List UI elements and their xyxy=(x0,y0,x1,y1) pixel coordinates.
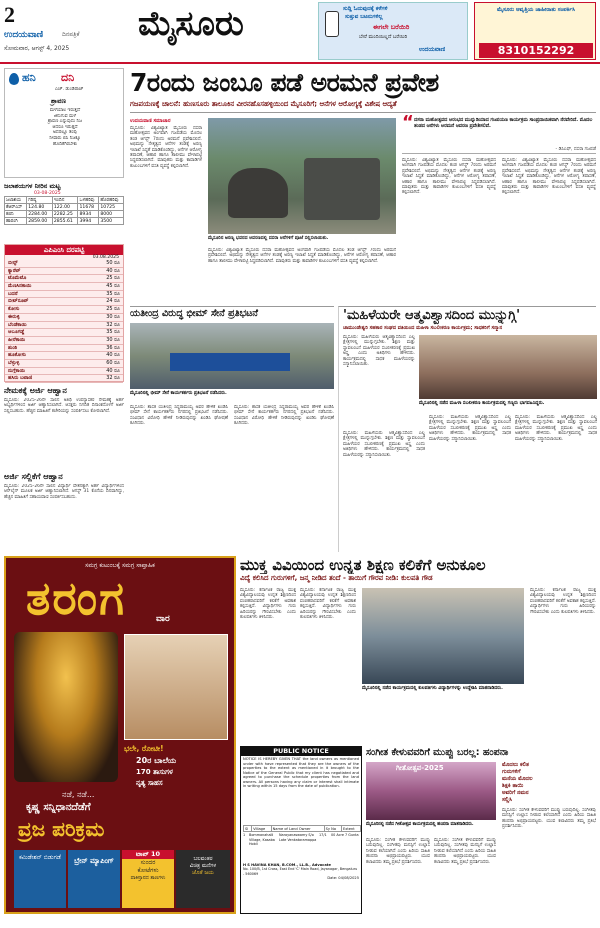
apmc-item-price: 25 ರೂ xyxy=(106,306,120,313)
reservoir-date: 03-08-2025 xyxy=(34,191,61,196)
apmc-row xyxy=(5,291,123,299)
hani-dani-box xyxy=(4,68,124,178)
women-body-col2: ಮೈಸೂರು: ಮಹಿಳೆಯರು ಆತ್ಮವಿಶ್ವಾಸದಿಂದ ಎಲ್ಲ ಕ್ಷೇತ್ರಗಳಲ್ಲಿ ಮುನ್ನುಗ್ಗಬೇಕು. ಶಿಕ್ಷಣ ಮತ್ತು ಸ್ವಾವಲಂಬನೆ ಮಹಿಳೆಯರ ಸಬಲೀಕರಣಕ್ಕೆ ಪ್ರಮುಖ ಅಸ್ತ್ರ ಎಂದು ಅತಿಥಿಗಳು ಹೇಳಿದರು. ಕಾರ್ಯಕ್ರಮದಲ್ಲಿ ಸಾಧಕ ಮಹಿಳೆಯರನ್ನು ಸನ್ಮಾನಿಸಲಾಯಿತು. xyxy=(343,431,425,458)
apmc-item-price: 32 ರೂ xyxy=(106,375,120,382)
table-row xyxy=(5,211,124,218)
taranga-box3-a: ಸುಂದರ xyxy=(140,859,156,866)
apmc-title: ಎಪಿಎಂಸಿ ದರಪಟ್ಟಿ xyxy=(5,245,123,255)
table-cell: 122.00 xyxy=(52,204,78,211)
hani-author: ಎಚ್. ಡುಂಡಿರಾಜ್ xyxy=(55,87,84,92)
apmc-row xyxy=(5,260,123,268)
quote-author: - ಡಿಸಿಎಫ್, ದಸರಾ ಗಜಪಡೆ xyxy=(555,147,596,152)
sangeetha-headline: ಸಂಗೀತ ಕೇಳುವವರಿಗೆ ಮುಪ್ಪು ಬರಲ್ಲ: ಹಂಪನಾ xyxy=(366,747,509,758)
apmc-row xyxy=(5,283,123,291)
apmc-item-price: 36 ರೂ xyxy=(106,344,120,351)
table-cell: 2284.00 xyxy=(27,211,53,218)
poem-line: ಮೊದಲು ಕಲಿತ xyxy=(502,762,529,768)
notice-row xyxy=(241,833,361,863)
hani-title: ಹನಿ xyxy=(22,71,36,84)
apmc-item-name: ಆಲೂಗಡ್ಡೆ xyxy=(8,329,25,336)
women-body-col4: ಮೈಸೂರು: ಮಹಿಳೆಯರು ಆತ್ಮವಿಶ್ವಾಸದಿಂದ ಎಲ್ಲ ಕ್ಷೇತ್ರಗಳಲ್ಲಿ ಮುನ್ನುಗ್ಗಬೇಕು. ಶಿಕ್ಷಣ ಮತ್ತು ಸ್ವಾವಲಂಬನೆ ಮಹಿಳೆಯರ ಸಬಲೀಕರಣಕ್ಕೆ ಪ್ರಮುಖ ಅಸ್ತ್ರ ಎಂದು ಅತಿಥಿಗಳು ಹೇಳಿದರು. ಕಾರ್ಯಕ್ರಮದಲ್ಲಿ ಸಾಧಕ ಮಹಿಳೆಯರನ್ನು ಸನ್ಮಾನಿಸಲಾಯಿತು. xyxy=(515,415,597,442)
main-photo xyxy=(208,118,396,234)
hani-poem xyxy=(5,108,125,147)
table-header: Name of Land Owner xyxy=(271,826,324,832)
taranga-feature3: ವ್ರಜ ಪರಿಕ್ರಮ xyxy=(18,817,105,841)
apmc-box xyxy=(4,244,124,382)
magazine-cover-image xyxy=(124,634,228,740)
table-header: ಹೊರಹರಿವು xyxy=(99,197,124,204)
quote-icon: “ xyxy=(402,112,414,133)
table-cell: 11678 xyxy=(78,204,99,211)
apmc-row xyxy=(5,360,123,368)
ad-line-2: ಸುತ್ತುವ ಬಟನುಗಳಿಲ್ಲ xyxy=(345,14,383,20)
apmc-row xyxy=(5,337,123,345)
paper-subtitle: ದಿನಪತ್ರಿಕೆ xyxy=(62,31,80,38)
apmc-item-price: 45 ರೂ xyxy=(106,283,120,290)
taranga-box3-b: ಕೋಟೆಗಳು xyxy=(137,867,159,874)
sangeetha-caption: ಮೈಸೂರಿನಲ್ಲಿ ನಡೆದ ಗೀತೋತ್ಸವ ಕಾರ್ಯಕ್ರಮದಲ್ಲಿ ಹಂಪನಾ ಮಾತನಾಡಿದರು. xyxy=(366,822,474,827)
table-cell: Narayanaswamy S/o Late Venkataramappa xyxy=(279,833,317,842)
table-cell: Bommanahalli Village, Kasaba Hobli xyxy=(249,833,275,846)
dani-title: ದನಿ xyxy=(61,71,75,84)
women-caption: ಮೈಸೂರಿನಲ್ಲಿ ನಡೆದ ಮಹಿಳಾ ಸಬಲೀಕರಣ ಕಾರ್ಯಕ್ರಮದಲ್ಲಿ ಗಣ್ಯರು ಭಾಗವಹಿಸಿದ್ದರು. xyxy=(419,401,545,406)
public-notice xyxy=(240,746,362,914)
main-body-col2: ಮೈಸೂರು: ವಿಶ್ವವಿಖ್ಯಾತ ಮೈಸೂರು ದಸರಾ ಮಹೋತ್ಸವದ ಅಂಗವಾಗಿ ಗಜಪಡೆಯ ಮೊದಲ ತಂಡ ಆಗಸ್ಟ್ 7ರಂದು ಅರಮನೆ ಪ್ರವೇಶಿಸಲಿದೆ. ಅಭಿಮನ್ಯು ನೇತೃತ್ವದ ಆನೆಗಳ ತಂಡಕ್ಕೆ ಅರಣ್ಯ ಇಲಾಖೆ ಸಿದ್ಧತೆ ಮಾಡಿಕೊಂಡಿದ್ದು, ಆನೆಗಳ ಆರೋಗ್ಯ ತಪಾಸಣೆ, ಆಹಾರ ಹಾಗೂ ತಾಲೀಮು ವೇಳಾಪಟ್ಟಿ ಸಿದ್ಧಪಡಿಸಲಾಗಿದೆ. ಮಾವುತರು ಮತ್ತು ಕಾವಾಡಿಗಳ ಕುಟುಂಬಗಳಿಗೆ ವಸತಿ ವ್ಯವಸ್ಥೆ ಕಲ್ಪಿಸಲಾಗಿದೆ. xyxy=(208,248,396,264)
taranga-box4-b: ವಿಚಿತ್ರ ಮನೆಗಳ xyxy=(189,863,217,869)
education-story xyxy=(240,556,596,744)
apmc-item-price: 50 ರೂ xyxy=(106,260,120,266)
taranga-box2 xyxy=(68,850,120,908)
table-header: Extent xyxy=(341,826,360,832)
neme-story xyxy=(4,386,124,470)
notice-footer-2: No. 100/B, 1st Cross, East End 'C' Main Road, Jayanagar, Bengaluru - 560069 xyxy=(243,867,358,876)
women-body-col3: ಮೈಸೂರು: ಮಹಿಳೆಯರು ಆತ್ಮವಿಶ್ವಾಸದಿಂದ ಎಲ್ಲ ಕ್ಷೇತ್ರಗಳಲ್ಲಿ ಮುನ್ನುಗ್ಗಬೇಕು. ಶಿಕ್ಷಣ ಮತ್ತು ಸ್ವಾವಲಂಬನೆ ಮಹಿಳೆಯರ ಸಬಲೀಕರಣಕ್ಕೆ ಪ್ರಮುಖ ಅಸ್ತ್ರ ಎಂದು ಅತಿಥಿಗಳು ಹೇಳಿದರು. ಕಾರ್ಯಕ್ರಮದಲ್ಲಿ ಸಾಧಕ ಮಹಿಳೆಯರನ್ನು ಸನ್ಮಾನಿಸಲಾಯಿತು. xyxy=(429,415,511,442)
apmc-item-price: 35 ರೂ xyxy=(106,329,120,336)
table-cell: ಹಾರಂಗಿ xyxy=(5,218,27,225)
apmc-item-price: 25 ರೂ xyxy=(106,275,120,282)
education-subhead: ವಿದ್ಯೆ ಕಲಿಸಿದ ಗುರುಗಳಿಗೆ, ಜನ್ಮ ನೀಡಿದ ತಂದೆ - ತಾಯಿಗೆ ಗೌರವ ನೀಡಿ: ಕುಲಪತಿ ಗೌಡ xyxy=(240,574,433,582)
apmc-item-name: ಬೀಟ್‌ರೂಟ್ xyxy=(8,298,29,305)
poem-line: ಗುರುಗಳಿಗೆ xyxy=(502,769,521,775)
apmc-row xyxy=(5,345,123,353)
table-header: ಜಲಾಶಯ xyxy=(5,197,27,204)
protest-headline: ಯತೀಂದ್ರ ವಿರುದ್ಧ ಭೀಮ್ ಸೇನೆ ಪ್ರತಿಭಟನೆ xyxy=(130,308,258,319)
apmc-row xyxy=(5,306,123,314)
protest-photo xyxy=(130,323,334,389)
paper-name: ಉದಯವಾಣಿ xyxy=(4,30,44,40)
women-photo xyxy=(419,335,597,399)
poem-line: ಅವರಿಗೆ ನಮನ xyxy=(502,790,529,796)
section-title: ಮೈಸೂರು xyxy=(138,4,244,44)
taranga-bharjari: ಭಲೇ, ರೋಟೀ! xyxy=(124,744,164,753)
main-body-col1: ಮೈಸೂರು: ವಿಶ್ವವಿಖ್ಯಾತ ಮೈಸೂರು ದಸರಾ ಮಹೋತ್ಸವದ ಅಂಗವಾಗಿ ಗಜಪಡೆಯ ಮೊದಲ ತಂಡ ಆಗಸ್ಟ್ 7ರಂದು ಅರಮನೆ ಪ್ರವೇಶಿಸಲಿದೆ. ಅಭಿಮನ್ಯು ನೇತೃತ್ವದ ಆನೆಗಳ ತಂಡಕ್ಕೆ ಅರಣ್ಯ ಇಲಾಖೆ ಸಿದ್ಧತೆ ಮಾಡಿಕೊಂಡಿದ್ದು, ಆನೆಗಳ ಆರೋಗ್ಯ ತಪಾಸಣೆ, ಆಹಾರ ಹಾಗೂ ತಾಲೀಮು ವೇಳಾಪಟ್ಟಿ ಸಿದ್ಧಪಡಿಸಲಾಗಿದೆ. ಮಾವುತರು ಮತ್ತು ಕಾವಾಡಿಗಳ ಕುಟುಂಬಗಳಿಗೆ ವಸತಿ ವ್ಯವಸ್ಥೆ ಕಲ್ಪಿಸಲಾಗಿದೆ. xyxy=(130,126,202,169)
apmc-item-price: 30 ರೂ xyxy=(106,336,120,343)
elephant-shape xyxy=(228,168,288,218)
main-story xyxy=(130,68,596,306)
taranga-box1-text: ಕಮಿಡೇಶನ್ ಬಿಡುಗಡೆ xyxy=(19,854,61,861)
arji-body: ಮೈಸೂರು: 2025-26ನೇ ಸಾಲಿನ ವಿದ್ಯಾರ್ಥಿ ವೇತನಕ್ಕಾಗಿ ಅರ್ಹ ವಿದ್ಯಾರ್ಥಿಗಳಿಂದ ಆನ್‌ಲೈನ್ ಮೂಲಕ ಅರ್ಜಿ ಆಹ್ವಾನಿಸಲಾಗಿದೆ. ಆಗಸ್ಟ್ 31 ಕೊನೆಯ ದಿನವಾಗಿದ್ದು, ಹೆಚ್ಚಿನ ಮಾಹಿತಿಗೆ ಸಹಾಯವಾಣಿ ಸಂಪರ್ಕಿಸಬಹುದು. xyxy=(4,484,124,500)
table-header: ಇಂದಿನ xyxy=(52,197,78,204)
poem-line: ಜಿನುಗುವ ಮಳೆ xyxy=(53,113,77,119)
print-registration-marks xyxy=(220,918,420,926)
reservoir-title: ಜಲಾಶಯಗಳ ನೀರಿನ ಮಟ್ಟ xyxy=(4,182,61,190)
table-header: ಒಳಹರಿವು xyxy=(78,197,99,204)
taranga-info1: 20ರ ಬಾಲೆಯ xyxy=(136,756,177,765)
taranga-tagline: ಸಮಗ್ರ ಕುಟುಂಬಕ್ಕೆ ಸಮಗ್ರ ಸಾಪ್ತಾಹಿಕ xyxy=(85,562,155,569)
table-cell: 124.80 xyxy=(27,204,53,211)
notice-body: NOTICE IS HEREBY GIVEN THAT the land owners as mentioned under with have represented that they are the owners of the properties to the extent as mentioned in it brought to the Notice of the General Public that my client has negotiated and agreed to purchase the schedule properties from the land owners. All persons having any claim or interest shall intimate in writing within 15 days from the date of publication. xyxy=(243,757,359,788)
main-subhead: ಗಜಪಯಣಕ್ಕೆ ಚಾಲನೆ: ಹುಣಸೂರು ತಾಲೂಕಿನ ವೀರನಹೊಸಹಳ್ಳಿಯಿಂದ ಮೈಸೂರಿಗೆ; ಆನೆಗಳ ಆರೋಗ್ಯಕ್ಕೆ ವಿಶೇಷ ಆದ್ಯತೆ xyxy=(130,100,397,108)
poem-line: ನೀವಾರು ಬಿಸಿ ನಿಜಕ್ಕೂ xyxy=(49,135,81,141)
ad-right-title: ಮೈಸೂರು ಆವೃತ್ತಿಯ ಜಾಹೀರಾತು ಸಂಪರ್ಕಿಸಿ xyxy=(496,7,576,13)
sangeetha-photo xyxy=(366,762,496,820)
education-body-col1: ಮೈಸೂರು: ಕರ್ನಾಟಕ ರಾಜ್ಯ ಮುಕ್ತ ವಿಶ್ವವಿದ್ಯಾಲಯವು ಉನ್ನತ ಶಿಕ್ಷಣದಿಂದ ವಂಚಿತರಾದವರಿಗೆ ಕಲಿಕೆಗೆ ಅವಕಾಶ ಕಲ್ಪಿಸುತ್ತಿದೆ. ವಿದ್ಯಾರ್ಥಿಗಳು ಗುರು ಹಿರಿಯರನ್ನು ಗೌರವಿಸಬೇಕು ಎಂದು ಕುಲಪತಿಗಳು ತಿಳಿಸಿದರು. xyxy=(240,588,296,621)
poem-line: ಹೊದಿಕೆಗಿರಬೇಕು xyxy=(52,141,78,147)
table-header: Village xyxy=(252,826,271,832)
poem-line: ಶ್ರಾವಣ ಎನ್ನುವುದು ನಿಜ xyxy=(47,119,83,125)
quote-text: ದಸರಾ ಮಹೋತ್ಸವದ ಆರಂಭದ ಮುನ್ನುಡಿಯಾದ ಗಜಪಯಣ ಕಾರ್ಯಕ್ರಮ ಸಾಂಪ್ರದಾಯಿಕವಾಗಿ ನೆರವೇರಿದೆ. ಮೊದಲ ತಂಡದ ಆನೆಗಳು ಅರಮನೆ ಆವರಣ ಪ್ರವೇಶಿಸಲಿವೆ. xyxy=(414,118,593,129)
truck-shape xyxy=(304,158,380,220)
apmc-list xyxy=(5,260,123,383)
protest-caption: ಮೈಸೂರಿನಲ್ಲಿ ಭೀಮ್ ಸೇನೆ ಕಾರ್ಯಕರ್ತರು ಪ್ರತಿಭಟನೆ ನಡೆಸಿದರು. xyxy=(130,391,227,396)
poem-line: ಸಲ್ಲಿಸಿ xyxy=(502,797,512,803)
table-header-row xyxy=(244,826,361,832)
ad-line-4: ಬೇರೆ ಮಂದಿಯಿಲ್ಲದೆ ಬರೆಯಿರಿ xyxy=(359,34,408,40)
apmc-item-name: ಶುಂಠಿ xyxy=(8,344,18,351)
apmc-item-price: 32 ರೂ xyxy=(106,321,120,328)
sangeetha-body-col1: ಮೈಸೂರು: ಸಂಗೀತ ಕೇಳುವವರಿಗೆ ಮುಪ್ಪು ಬರುವುದಿಲ್ಲ. ಸಂಗೀತವು ಮನಸ್ಸಿಗೆ ಉಲ್ಲಾಸ ನೀಡುವ ಕಲೆಯಾಗಿದೆ ಎಂದು ಹಿರಿಯ ಸಾಹಿತಿ ಹಂಪನಾ ಅಭಿಪ್ರಾಯಪಟ್ಟರು. ಯುವ ಕಲಾವಿದರು ತಮ್ಮ ಪ್ರತಿಭೆ ಪ್ರದರ್ಶಿಸಿದರು. xyxy=(366,838,430,865)
deity-image xyxy=(14,632,118,782)
apmc-row xyxy=(5,375,123,383)
taranga-box3 xyxy=(122,850,174,908)
table-row xyxy=(5,218,124,225)
apmc-item-name: ಕ್ಯಾರೆಟ್ xyxy=(8,267,21,274)
ad-line-1: ಸುದ್ದಿ ಓದುವುದಕ್ಕೆ ಕಳೆಗಳಿ xyxy=(343,6,388,12)
poem-line: ಅದರಲ್ಲೂ ತಂಪು xyxy=(52,130,78,136)
apmc-item-price: 40 ರೂ xyxy=(106,352,120,359)
right-poem xyxy=(502,762,596,804)
notice-table xyxy=(243,825,361,832)
sangeetha-body-col2: ಮೈಸೂರು: ಸಂಗೀತ ಕೇಳುವವರಿಗೆ ಮುಪ್ಪು ಬರುವುದಿಲ್ಲ. ಸಂಗೀತವು ಮನಸ್ಸಿಗೆ ಉಲ್ಲಾಸ ನೀಡುವ ಕಲೆಯಾಗಿದೆ ಎಂದು ಹಿರಿಯ ಸಾಹಿತಿ ಹಂಪನಾ ಅಭಿಪ್ರಾಯಪಟ್ಟರು. ಯುವ ಕಲಾವಿದರು ತಮ್ಮ ಪ್ರತಿಭೆ ಪ್ರದರ್ಶಿಸಿದರು. xyxy=(434,838,496,865)
reservoir-table xyxy=(4,196,124,225)
apmc-item-price: 40 ರೂ xyxy=(106,267,120,274)
protest-body-col2: ಮೈಸೂರು: ಶಾಸಕ ಯತೀಂದ್ರ ಸಿದ್ದರಾಮಯ್ಯ ಅವರ ಹೇಳಿಕೆ ಖಂಡಿಸಿ ಭೀಮ್ ಸೇನೆ ಕಾರ್ಯಕರ್ತರು ನಗರದಲ್ಲಿ ಪ್ರತಿಭಟನೆ ನಡೆಸಿದರು. ಸಂವಿಧಾನ ವಿರೋಧಿ ಹೇಳಿಕೆ ನೀಡಿರುವುದನ್ನು ಖಂಡಿಸಿ ಘೋಷಣೆ ಕೂಗಿದರು. xyxy=(234,405,334,427)
apmc-date: 03.08.2025 xyxy=(92,255,119,260)
apmc-item-name: ಬೀನ್ಸ್ xyxy=(8,260,18,266)
taranga-info3: ನೃತ್ಯ ಸಾಹಸ xyxy=(136,779,163,787)
table-cell: 17/1 xyxy=(319,833,327,838)
taranga-box3-title: ಟಾಪ್ 10 xyxy=(122,850,174,859)
arji-headline: ಅರ್ಜಿ ಸಲ್ಲಿಕೆಗೆ ಆಹ್ವಾನ xyxy=(4,472,63,481)
taranga-feature2: ಕೃಷ್ಣ ಸನ್ನಿಧಾನದೆಡೆಗೆ xyxy=(26,802,91,813)
apmc-row xyxy=(5,329,123,337)
sangeetha-story xyxy=(366,746,596,914)
women-headline: 'ಮಹಿಳೆಯರೇ ಆತ್ಮವಿಶ್ವಾಸದಿಂದ ಮುನ್ನುಗ್ಗಿ' xyxy=(343,308,521,323)
masthead-right-ad xyxy=(474,2,596,60)
apmc-item-price: 24 ರೂ xyxy=(106,298,120,305)
apmc-row xyxy=(5,314,123,322)
protest-body-col1: ಮೈಸೂರು: ಶಾಸಕ ಯತೀಂದ್ರ ಸಿದ್ದರಾಮಯ್ಯ ಅವರ ಹೇಳಿಕೆ ಖಂಡಿಸಿ ಭೀಮ್ ಸೇನೆ ಕಾರ್ಯಕರ್ತರು ನಗರದಲ್ಲಿ ಪ್ರತಿಭಟನೆ ನಡೆಸಿದರು. ಸಂವಿಧಾನ ವಿರೋಧಿ ಹೇಳಿಕೆ ನೀಡಿರುವುದನ್ನು ಖಂಡಿಸಿ ಘೋಷಣೆ ಕೂಗಿದರು. xyxy=(130,405,228,427)
apmc-item-name: ಹಸಿರು ಬಟಾಣಿ xyxy=(8,375,33,382)
table-header: Sl xyxy=(244,826,252,832)
apmc-item-name: ಟೊಮೆಟೊ xyxy=(8,275,27,282)
women-story xyxy=(338,306,596,552)
taranga-subtitle: ವಾರ xyxy=(156,614,170,624)
education-caption: ಮೈಸೂರಿನಲ್ಲಿ ನಡೆದ ಕಾರ್ಯಕ್ರಮದಲ್ಲಿ ಕುಲಪತಿಗಳು ವಿದ್ಯಾರ್ಥಿಗಳನ್ನು ಉದ್ದೇಶಿಸಿ ಮಾತನಾಡಿದರು. xyxy=(362,686,503,691)
main-quote-box xyxy=(402,112,596,154)
taranga-feature1: ನಡೆ, ನಡೆ... xyxy=(62,790,95,799)
apmc-item-name: ಬದನೆ xyxy=(8,290,18,297)
table-cell: 8000 xyxy=(99,211,124,218)
masthead-ad xyxy=(318,2,468,60)
apmc-row xyxy=(5,298,123,306)
protest-story xyxy=(130,306,334,552)
page-number: 2 xyxy=(4,2,15,27)
apmc-item-price: 35 ರೂ xyxy=(106,290,120,297)
education-body-col2: ಮೈಸೂರು: ಕರ್ನಾಟಕ ರಾಜ್ಯ ಮುಕ್ತ ವಿಶ್ವವಿದ್ಯಾಲಯವು ಉನ್ನತ ಶಿಕ್ಷಣದಿಂದ ವಂಚಿತರಾದವರಿಗೆ ಕಲಿಕೆಗೆ ಅವಕಾಶ ಕಲ್ಪಿಸುತ್ತಿದೆ. ವಿದ್ಯಾರ್ಥಿಗಳು ಗುರು ಹಿರಿಯರನ್ನು ಗೌರವಿಸಬೇಕು ಎಂದು ಕುಲಪತಿಗಳು ತಿಳಿಸಿದರು. xyxy=(300,588,356,621)
notice-date: Date: 04/08/2025 xyxy=(327,875,359,880)
notice-footer: H S HAVINA KHAN, B.COM., LL.B., Advocate xyxy=(243,863,331,868)
main-headline: 7ರಂದು ಜಂಬೂ ಪಡೆ ಅರಮನೆ ಪ್ರವೇಶ xyxy=(130,68,439,97)
table-header: Sy No xyxy=(324,826,341,832)
education-photo xyxy=(362,588,524,684)
apmc-item-name: ಕೋಸು xyxy=(8,306,20,313)
apmc-row xyxy=(5,368,123,376)
apmc-item-name: ಮೆಣಸಿನಕಾಯಿ xyxy=(8,283,32,290)
poem-line: ಮಳೆಯಾಲ ಇರುತ್ತದೆ xyxy=(49,108,81,113)
taranga-box3-c: ಪಾಕಿಸ್ತಾನದ ತಾಣಗಳು xyxy=(130,875,166,881)
table-cell: 1 xyxy=(243,833,246,838)
taranga-box1 xyxy=(14,850,66,908)
apmc-item-price: 30 ರೂ xyxy=(106,313,120,320)
neme-headline: ನೇಮಕಕ್ಕೆ ಅರ್ಜಿ ಆಹ್ವಾನ xyxy=(4,386,67,395)
table-cell: 2282.25 xyxy=(52,211,78,218)
main-byline: ಉದಯವಾಣಿ ಸಮಾಚಾರ xyxy=(130,118,171,124)
apmc-row xyxy=(5,275,123,283)
table-row xyxy=(5,204,124,211)
taranga-box4-a: ಬಲವಂತರ xyxy=(193,856,213,862)
neme-body: ಮೈಸೂರು: 2025-26ನೇ ಸಾಲಿನ ಅತಿಥಿ ಉಪನ್ಯಾಸಕರ ನೇಮಕಕ್ಕೆ ಅರ್ಹ ಅಭ್ಯರ್ಥಿಗಳಿಂದ ಅರ್ಜಿ ಆಹ್ವಾನಿಸಲಾಗಿದೆ. ಆಸಕ್ತರು ನಿಗದಿತ ದಿನಾಂಕದೊಳಗೆ ಅರ್ಜಿ ಸಲ್ಲಿಸಬಹುದು. ಹೆಚ್ಚಿನ ಮಾಹಿತಿಗೆ ಕಚೇರಿಯನ್ನು ಸಂಪರ್ಕಿಸಲು ಕೋರಲಾಗಿದೆ. xyxy=(4,398,124,414)
table-cell: 3500 xyxy=(99,218,124,225)
main-body-col4: ಮೈಸೂರು: ವಿಶ್ವವಿಖ್ಯಾತ ಮೈಸೂರು ದಸರಾ ಮಹೋತ್ಸವದ ಅಂಗವಾಗಿ ಗಜಪಡೆಯ ಮೊದಲ ತಂಡ ಆಗಸ್ಟ್ 7ರಂದು ಅರಮನೆ ಪ್ರವೇಶಿಸಲಿದೆ. ಅಭಿಮನ್ಯು ನೇತೃತ್ವದ ಆನೆಗಳ ತಂಡಕ್ಕೆ ಅರಣ್ಯ ಇಲಾಖೆ ಸಿದ್ಧತೆ ಮಾಡಿಕೊಂಡಿದ್ದು, ಆನೆಗಳ ಆರೋಗ್ಯ ತಪಾಸಣೆ, ಆಹಾರ ಹಾಗೂ ತಾಲೀಮು ವೇಳಾಪಟ್ಟಿ ಸಿದ್ಧಪಡಿಸಲಾಗಿದೆ. ಮಾವುತರು ಮತ್ತು ಕಾವಾಡಿಗಳ ಕುಟುಂಬಗಳಿಗೆ ವಸತಿ ವ್ಯವಸ್ಥೆ ಕಲ್ಪಿಸಲಾಗಿದೆ. xyxy=(502,158,596,196)
apmc-item-name: ಬೆಂಡೆಕಾಯಿ xyxy=(8,321,27,328)
table-header: ಗರಿಷ್ಠ xyxy=(27,197,53,204)
table-header-row xyxy=(5,197,124,204)
taranga-info2: 170 ತಾಸುಗಳ xyxy=(136,768,173,776)
apmc-item-price: 40 ರೂ xyxy=(106,367,120,374)
table-cell: 3994 xyxy=(78,218,99,225)
sangeetha-banner: ಗೀತೋತ್ಸವ-2025 xyxy=(396,764,444,772)
women-subhead: ಚಾಮುಂಡೇಶ್ವರಿ ಸಹಕಾರ ಸಂಘದ ವತಿಯಿಂದ ಮಹಿಳಾ ಸಬಲೀಕರಣ ಕಾರ್ಯಕ್ರಮ; ಸಾಧಕರಿಗೆ ಸನ್ಮಾನ xyxy=(343,325,503,331)
hani-subtitle: ಶ್ರಾವಣ xyxy=(51,97,66,105)
taranga-box4-c: ಜೊತೆ ಜಯ xyxy=(192,870,214,876)
main-body-col3: ಮೈಸೂರು: ವಿಶ್ವವಿಖ್ಯಾತ ಮೈಸೂರು ದಸರಾ ಮಹೋತ್ಸವದ ಅಂಗವಾಗಿ ಗಜಪಡೆಯ ಮೊದಲ ತಂಡ ಆಗಸ್ಟ್ 7ರಂದು ಅರಮನೆ ಪ್ರವೇಶಿಸಲಿದೆ. ಅಭಿಮನ್ಯು ನೇತೃತ್ವದ ಆನೆಗಳ ತಂಡಕ್ಕೆ ಅರಣ್ಯ ಇಲಾಖೆ ಸಿದ್ಧತೆ ಮಾಡಿಕೊಂಡಿದ್ದು, ಆನೆಗಳ ಆರೋಗ್ಯ ತಪಾಸಣೆ, ಆಹಾರ ಹಾಗೂ ತಾಲೀಮು ವೇಳಾಪಟ್ಟಿ ಸಿದ್ಧಪಡಿಸಲಾಗಿದೆ. ಮಾವುತರು ಮತ್ತು ಕಾವಾಡಿಗಳ ಕುಟುಂಬಗಳಿಗೆ ವಸತಿ ವ್ಯವಸ್ಥೆ ಕಲ್ಪಿಸಲಾಗಿದೆ. xyxy=(402,158,496,196)
table-cell: 8934 xyxy=(78,211,99,218)
education-headline: ಮುಕ್ತ ವಿವಿಯಿಂದ ಉನ್ನತ ಶಿಕ್ಷಣ ಕಲಿಕೆಗೆ ಅನುಕೂಲ xyxy=(240,556,486,574)
notice-title: PUBLIC NOTICE xyxy=(241,747,361,756)
reservoir-box xyxy=(4,182,124,240)
sangeetha-body-col3: ಮೈಸೂರು: ಸಂಗೀತ ಕೇಳುವವರಿಗೆ ಮುಪ್ಪು ಬರುವುದಿಲ್ಲ. ಸಂಗೀತವು ಮನಸ್ಸಿಗೆ ಉಲ್ಲಾಸ ನೀಡುವ ಕಲೆಯಾಗಿದೆ ಎಂದು ಹಿರಿಯ ಸಾಹಿತಿ ಹಂಪನಾ ಅಭಿಪ್ರಾಯಪಟ್ಟರು. ಯುವ ಕಲಾವಿದರು ತಮ್ಮ ಪ್ರತಿಭೆ ಪ್ರದರ್ಶಿಸಿದರು. xyxy=(502,808,596,830)
table-cell: 2859.00 xyxy=(27,218,53,225)
taranga-box2-text: ಬ್ರೇನ್ ಮ್ಯಾಪಿಂಗ್ xyxy=(74,857,114,865)
women-body-col1: ಮೈಸೂರು: ಮಹಿಳೆಯರು ಆತ್ಮವಿಶ್ವಾಸದಿಂದ ಎಲ್ಲ ಕ್ಷೇತ್ರಗಳಲ್ಲಿ ಮುನ್ನುಗ್ಗಬೇಕು. ಶಿಕ್ಷಣ ಮತ್ತು ಸ್ವಾವಲಂಬನೆ ಮಹಿಳೆಯರ ಸಬಲೀಕರಣಕ್ಕೆ ಪ್ರಮುಖ ಅಸ್ತ್ರ ಎಂದು ಅತಿಥಿಗಳು ಹೇಳಿದರು. ಕಾರ್ಯಕ್ರಮದಲ್ಲಿ ಸಾಧಕ ಮಹಿಳೆಯರನ್ನು ಸನ್ಮಾನಿಸಲಾಯಿತು. xyxy=(343,335,415,368)
phone-icon xyxy=(325,11,339,37)
ad-line-3: ಈಗಲೇ ಬರೆಯಿರಿ xyxy=(373,23,410,31)
drop-icon xyxy=(9,73,19,85)
apmc-item-name: ಹೂಕೋಸು xyxy=(8,352,26,359)
ad-right-phone-box[interactable] xyxy=(479,43,593,58)
apmc-row xyxy=(5,322,123,330)
apmc-item-price: 60 ರೂ xyxy=(106,359,120,366)
table-cell: ಕೆಆರ್‌ಎಸ್ xyxy=(5,204,27,211)
left-column xyxy=(4,68,124,552)
apmc-item-name: ಈರುಳ್ಳಿ xyxy=(8,313,20,320)
education-body-col3: ಮೈಸೂರು: ಕರ್ನಾಟಕ ರಾಜ್ಯ ಮುಕ್ತ ವಿಶ್ವವಿದ್ಯಾಲಯವು ಉನ್ನತ ಶಿಕ್ಷಣದಿಂದ ವಂಚಿತರಾದವರಿಗೆ ಕಲಿಕೆಗೆ ಅವಕಾಶ ಕಲ್ಪಿಸುತ್ತಿದೆ. ವಿದ್ಯಾರ್ಥಿಗಳು ಗುರು ಹಿರಿಯರನ್ನು ಗೌರವಿಸಬೇಕು ಎಂದು ಕುಲಪತಿಗಳು ತಿಳಿಸಿದರು. xyxy=(530,588,596,615)
ad-phone: 8310152292 xyxy=(497,44,575,57)
table-cell: 2855.61 xyxy=(52,218,78,225)
table-cell: ಕಬಿನಿ xyxy=(5,211,27,218)
taranga-box4 xyxy=(176,850,230,908)
poem-line: ಮನೆಯ ಮೊದಲ xyxy=(502,776,533,782)
issue-date: ಸೋಮವಾರ, ಆಗಸ್ಟ್ 4, 2025 xyxy=(4,45,70,52)
arji-story xyxy=(4,472,124,552)
taranga-ad[interactable] xyxy=(4,556,236,914)
divider xyxy=(130,112,596,113)
poem-line: ಆದರೂ ಇರುತ್ತದೆ xyxy=(52,124,78,130)
apmc-item-name: ನುಗ್ಗೆಕಾಯಿ xyxy=(8,367,25,374)
poem-line: ಶಿಕ್ಷಕಿ ತಾಯಿ xyxy=(502,783,524,789)
taranga-title: ತರಂಗ xyxy=(26,571,126,625)
table-cell: 00 Acre 7 Gunta xyxy=(331,833,359,838)
main-photo-caption: ಮೈಸೂರಿನ ಅರಣ್ಯ ಭವನದ ಆವರಣದಲ್ಲಿ ದಸರಾ ಆನೆಗಳಿಗೆ ಪೂಜೆ ಸಲ್ಲಿಸಲಾಯಿತು. xyxy=(208,236,329,241)
apmc-item-name: ಬೆಳ್ಳುಳ್ಳಿ xyxy=(8,359,20,366)
banner-shape xyxy=(170,353,290,371)
table-cell: 10725 xyxy=(99,204,124,211)
masthead xyxy=(0,0,600,64)
apmc-item-name: ಹೀರೆಕಾಯಿ xyxy=(8,336,26,343)
apmc-row xyxy=(5,268,123,276)
apmc-row xyxy=(5,352,123,360)
ad-logo: ಉದಯವಾಣಿ xyxy=(419,46,446,53)
